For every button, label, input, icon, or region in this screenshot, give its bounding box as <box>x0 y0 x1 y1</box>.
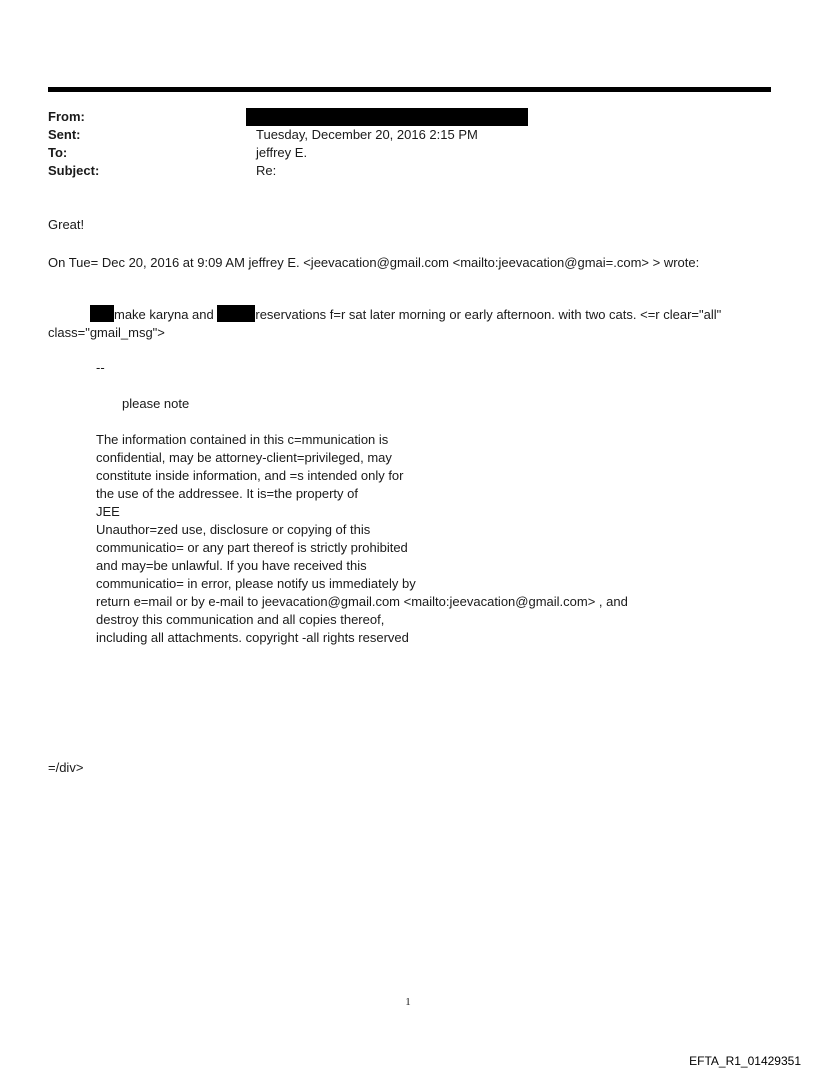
to-label: To: <box>48 145 68 160</box>
please-note: please note <box>122 396 190 411</box>
to-value: jeffrey E. <box>256 145 308 160</box>
quoted-message <box>48 305 778 342</box>
redaction-box <box>90 305 114 322</box>
disclaimer-line: Unauthor=zed use, disclosure or copying of this <box>96 522 371 537</box>
greeting: Great! <box>48 217 85 232</box>
document-id: EFTA_R1_01429351 <box>689 1054 801 1068</box>
quote-intro: On Tue= Dec 20, 2016 at 9:09 AM jeffrey E. <jeevacation@gmail.com <mailto:jeevacation@gmai=.com> > wrote: <box>48 255 700 270</box>
sent-label: Sent: <box>48 127 81 142</box>
disclaimer-line: including all attachments. copyright -all rights reserved <box>96 630 409 645</box>
disclaimer <box>96 431 628 647</box>
to-row <box>48 144 771 162</box>
disclaimer-line: JEE <box>96 504 120 519</box>
subject-value: Re: <box>256 163 277 178</box>
disclaimer-line: destroy this communication and all copies thereof, <box>96 612 385 627</box>
page-number: 1 <box>405 996 411 1008</box>
from-label: From: <box>48 109 85 124</box>
sent-value: Tuesday, December 20, 2016 2:15 PM <box>256 127 478 142</box>
message-line-2: class="gmail_msg"> <box>48 325 165 340</box>
from-row <box>48 108 771 126</box>
subject-row <box>48 162 771 180</box>
header-rule <box>48 87 771 92</box>
sent-row <box>48 126 771 144</box>
disclaimer-line: The information contained in this c=mmunication is <box>96 432 389 447</box>
email-header <box>48 108 771 180</box>
signature-dashes: -- <box>96 360 105 375</box>
subject-label: Subject: <box>48 163 100 178</box>
end-div-text: =/div> <box>48 760 84 775</box>
disclaimer-line: return e=mail or by e-mail to jeevacation@gmail.com <mailto:jeevacation@gmail.com> , and <box>96 594 628 609</box>
message-part-2: reservations f=r sat later morning or early afternoon. with two cats. <=r clear="all" <box>255 307 722 322</box>
disclaimer-line: constitute inside information, and =s intended only for <box>96 468 404 483</box>
message-line-1 <box>48 305 778 324</box>
message-part-1: make karyna and <box>114 307 214 322</box>
disclaimer-line: confidential, may be attorney-client=privileged, may <box>96 450 392 465</box>
disclaimer-line: and may=be unlawful. If you have received this <box>96 558 367 573</box>
redaction-box <box>217 305 255 322</box>
redaction-box <box>246 108 528 126</box>
disclaimer-line: communicatio= or any part thereof is strictly prohibited <box>96 540 408 555</box>
disclaimer-line: the use of the addressee. It is=the property of <box>96 486 358 501</box>
disclaimer-line: communicatio= in error, please notify us immediately by <box>96 576 416 591</box>
